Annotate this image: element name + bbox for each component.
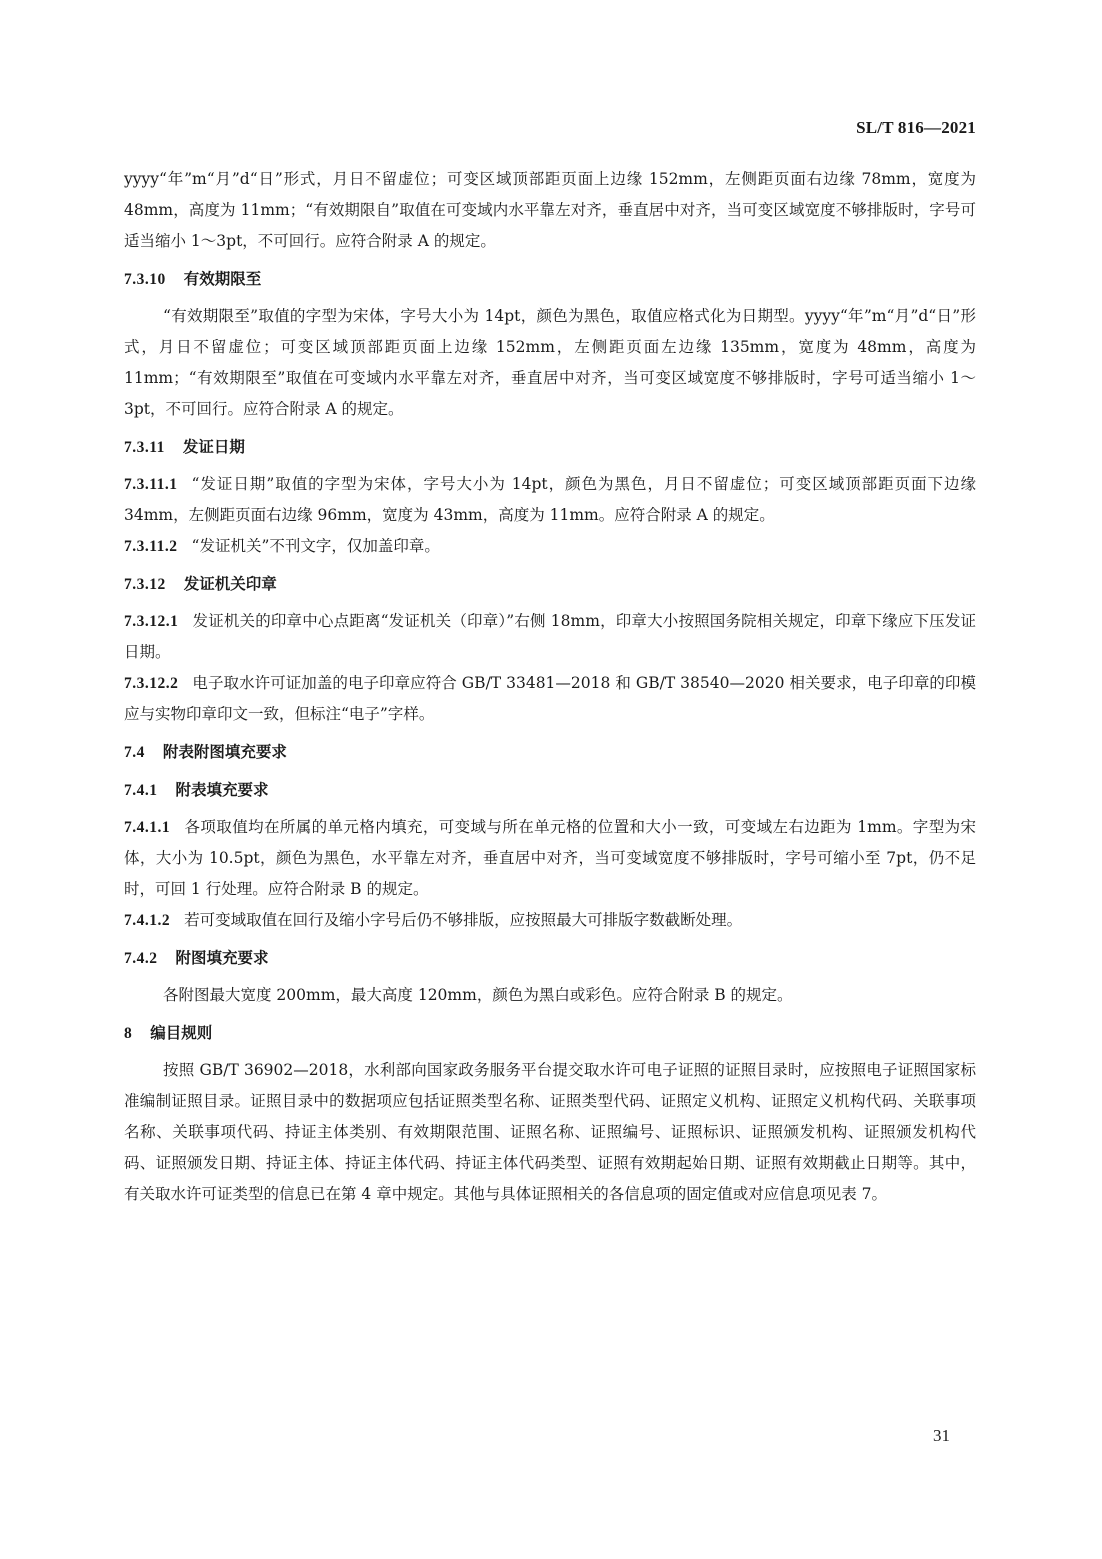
heading-7-4 [124, 737, 976, 768]
section-number: 7.4.2 [124, 950, 158, 967]
clause-7-4-1-2 [124, 905, 976, 936]
page-number: 31 [933, 1426, 950, 1445]
standard-code: SL/T 816—2021 [856, 118, 976, 137]
paragraph-continued: yyyy“年”m“月”d“日”形式，月日不留虚位；可变区域顶部距页面上边缘 152mm，左侧距页面右边缘 78mm，宽度为 48mm，高度为 11mm；“有效期限自”取值在可变域内水平靠左对齐，垂直居中对齐，当可变区域宽度不够排版时，字号可适当缩小 1～3pt，不可回行。应符合附录 A 的规定。 [124, 170, 976, 250]
clause-7-3-12-2 [124, 668, 976, 730]
clause-number: 7.4.1.1 [124, 819, 171, 836]
clause-7-3-11-2 [124, 531, 976, 562]
heading-8 [124, 1018, 976, 1049]
clause-text: 电子取水许可证加盖的电子印章应符合 GB/T 33481—2018 和 GB/T 38540—2020 相关要求，电子印章的印模应与实物印章印文一致，但标注“电子”字样。 [124, 674, 976, 723]
clause-number: 7.3.12.2 [124, 675, 179, 692]
clause-number: 7.3.12.1 [124, 613, 179, 630]
page-content [124, 164, 976, 1210]
section-number: 7.3.11 [124, 439, 165, 456]
clause-text: “发证日期”取值的字型为宋体，字号大小为 14pt，颜色为黑色，月日不留虚位；可变区域顶部距页面下边缘 34mm，左侧距页面右边缘 96mm，宽度为 43mm，高度为 11mm。应符合附录 A 的规定。 [124, 475, 976, 524]
paragraph-7-4-2: 各附图最大宽度 200mm，最大高度 120mm，颜色为黑白或彩色。应符合附录 B 的规定。 [163, 986, 793, 1004]
clause-text: 若可变域取值在回行及缩小字号后仍不够排版，应按照最大可排版字数截断处理。 [184, 911, 743, 929]
section-title: 附图填充要求 [175, 949, 269, 967]
heading-7-3-10 [124, 264, 976, 295]
clause-7-4-1-1 [124, 812, 976, 905]
heading-7-3-12 [124, 569, 976, 600]
section-number: 7.4 [124, 744, 145, 761]
clause-7-3-11-1 [124, 469, 976, 531]
clause-number: 7.3.11.1 [124, 476, 178, 493]
section-title: 附表附图填充要求 [162, 743, 287, 761]
section-number: 7.3.10 [124, 271, 166, 288]
section-title: 附表填充要求 [175, 781, 269, 799]
paragraph-8: 按照 GB/T 36902—2018，水利部向国家政务服务平台提交取水许可电子证照的证照目录时，应按照电子证照国家标准编制证照目录。证照目录中的数据项应包括证照类型名称、证照类型代码、证照定义机构、证照定义机构代码、关联事项名称、关联事项代码、持证主体类别、有效期限范围、证照名称、证照编号、证照标识、证照颁发机构、证照颁发机构代码、证照颁发日期、持证主体、持证主体代码、持证主体代码类型、证照有效期起始日期、证照有效期截止日期等。其中，有关取水许可证类型的信息已在第 4 章中规定。其他与具体证照相关的各信息项的固定值或对应信息项见表 7。 [124, 1061, 976, 1203]
section-title: 编目规则 [150, 1024, 213, 1042]
section-number: 7.4.1 [124, 782, 158, 799]
clause-number: 7.3.11.2 [124, 538, 178, 555]
clause-number: 7.4.1.2 [124, 912, 171, 929]
section-title: 发证机关印章 [183, 575, 277, 593]
clause-7-3-12-1 [124, 606, 976, 668]
heading-7-3-11 [124, 432, 976, 463]
section-title: 有效期限至 [183, 270, 262, 288]
section-number: 7.3.12 [124, 576, 166, 593]
section-title: 发证日期 [182, 438, 245, 456]
clause-text: “发证机关”不刊文字，仅加盖印章。 [191, 537, 440, 555]
heading-7-4-2 [124, 943, 976, 974]
paragraph-7-3-10: “有效期限至”取值的字型为宋体，字号大小为 14pt，颜色为黑色，取值应格式化为日期型。yyyy“年”m“月”d“日”形式，月日不留虚位；可变区域顶部距页面上边缘 152mm，左侧距页面左边缘 135mm，宽度为 48mm，高度为 11mm；“有效期限至”取值在可变域内水平靠左对齐，垂直居中对齐，当可变区域宽度不够排版时，字号可适当缩小 1～3pt，不可回行。应符合附录 A 的规定。 [124, 307, 976, 418]
heading-7-4-1 [124, 775, 976, 806]
clause-text: 各项取值均在所属的单元格内填充，可变域与所在单元格的位置和大小一致，可变域左右边距为 1mm。字型为宋体，大小为 10.5pt，颜色为黑色，水平靠左对齐，垂直居中对齐，当可变域宽度不够排版时，字号可缩小至 7pt，仍不足时，可回 1 行处理。应符合附录 B 的规定。 [124, 818, 976, 898]
section-number: 8 [124, 1025, 133, 1042]
clause-text: 发证机关的印章中心点距离“发证机关（印章）”右侧 18mm，印章大小按照国务院相关规定，印章下缘应下压发证日期。 [124, 612, 976, 661]
